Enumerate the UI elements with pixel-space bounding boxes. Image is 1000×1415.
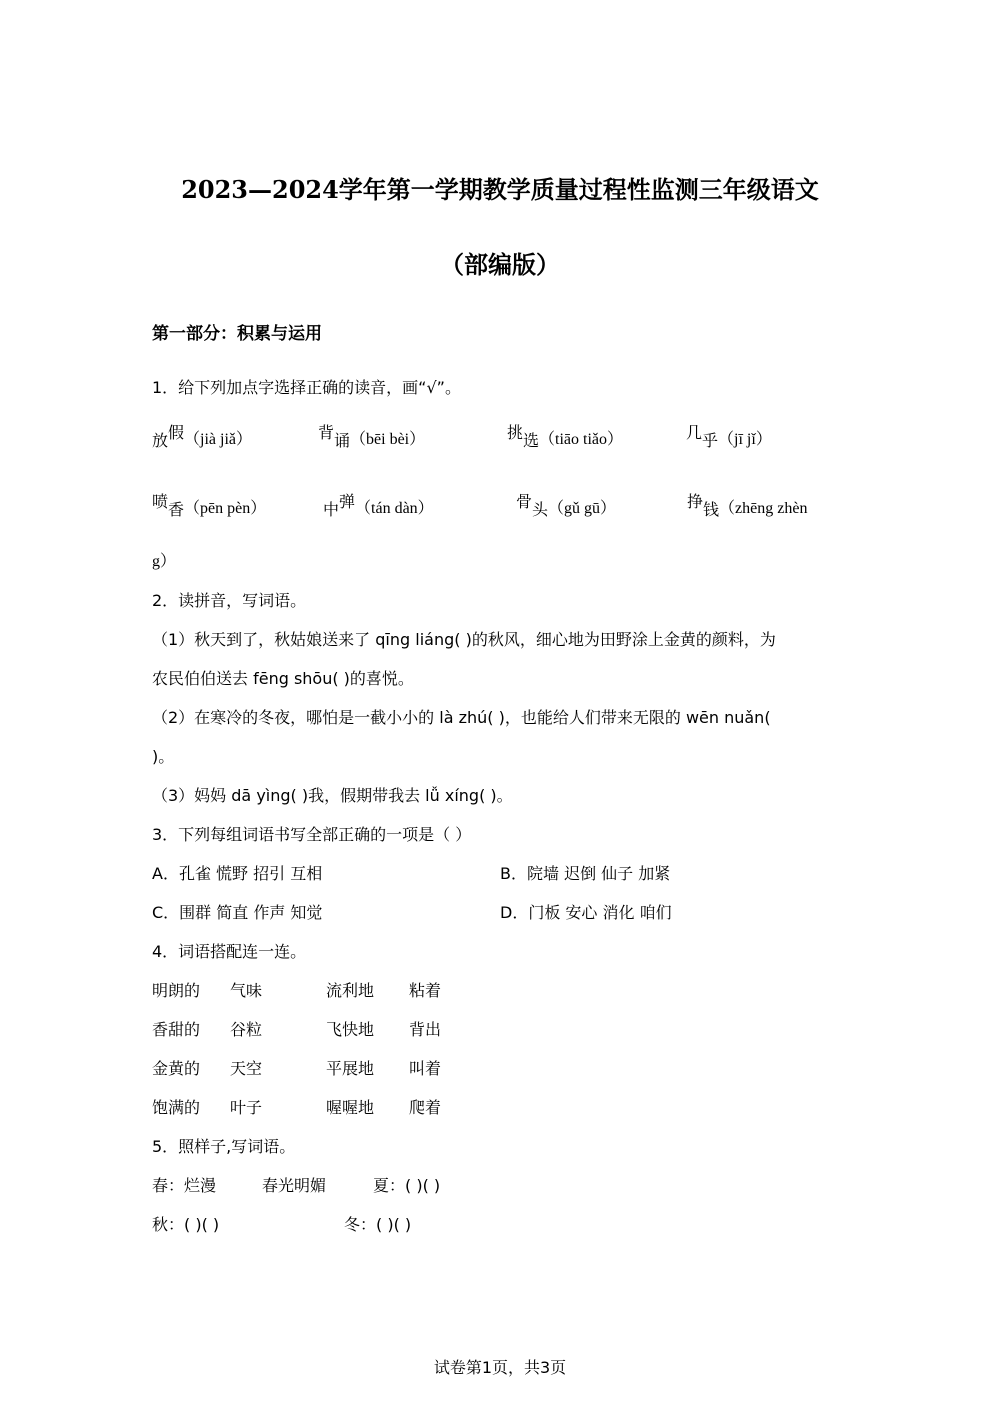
q2-line-3: （2）在寒冷的冬夜，哪怕是一截小小的 là zhú( )，也能给人们带来无限的 wēn nuǎn( xyxy=(152,708,771,727)
q1-item-1: 放假（jià jiǎ） xyxy=(152,423,253,450)
q1-item-7: 骨头（gǔ gū） xyxy=(516,492,617,519)
q1-item-5: 喷香（pēn pèn） xyxy=(152,492,267,519)
q4-word: 天空 xyxy=(230,1059,263,1078)
exam-subtitle: （部编版） xyxy=(440,250,560,279)
q4-word: 喔喔地 xyxy=(326,1098,375,1117)
part1-heading: 第一部分：积累与运用 xyxy=(152,324,322,344)
q3-prompt: 3．下列每组词语书写全部正确的一项是（ ） xyxy=(152,825,472,844)
q2-line-2: 农民伯伯送去 fēng shōu( )的喜悦。 xyxy=(152,669,414,688)
q5-spring-label: 春：烂漫 xyxy=(152,1176,217,1195)
q4-word: 叫着 xyxy=(409,1059,442,1078)
q4-word: 平展地 xyxy=(326,1059,375,1078)
q1-item-2: 背诵（bēi bèi） xyxy=(318,423,426,450)
q4-word: 叶子 xyxy=(230,1098,263,1117)
q5-summer: 夏：( )( ) xyxy=(373,1176,441,1195)
q1-prompt: 1．给下列加点字选择正确的读音，画“√”。 xyxy=(152,378,461,397)
q4-word: 饱满的 xyxy=(152,1098,201,1117)
q3-option-c: C．围群 简直 作声 知觉 xyxy=(152,903,323,922)
q4-word: 香甜的 xyxy=(152,1020,201,1039)
q1-item-8: 挣钱（zhēng zhèn xyxy=(687,492,808,519)
q4-word: 金黄的 xyxy=(152,1059,201,1078)
q1-item-4: 几乎（jī jǐ） xyxy=(686,423,772,450)
exam-title: 2023—2024学年第一学期教学质量过程性监测三年级语文 xyxy=(181,175,819,204)
q1-item-6: 中弹（tán dàn） xyxy=(323,492,434,519)
q4-word: 背出 xyxy=(409,1020,442,1039)
q3-option-b: B．院墙 迟倒 仙子 加紧 xyxy=(500,864,671,883)
q4-word: 流利地 xyxy=(326,981,375,1000)
q5-winter: 冬：( )( ) xyxy=(344,1215,412,1234)
q2-line-4: )。 xyxy=(152,747,175,766)
q4-word: 气味 xyxy=(230,981,263,1000)
page-footer: 试卷第1页，共3页 xyxy=(433,1358,567,1377)
q2-line-1: （1）秋天到了，秋姑娘送来了 qīng liáng( )的秋风，细心地为田野涂上金黄的颜料，为 xyxy=(152,630,776,649)
q4-word: 爬着 xyxy=(409,1098,442,1117)
q1-wrap: g） xyxy=(152,553,177,570)
q4-word: 明朗的 xyxy=(152,981,201,1000)
q3-option-a: A．孔雀 慌野 招引 互相 xyxy=(152,864,323,883)
q4-word: 飞快地 xyxy=(326,1020,375,1039)
q3-option-d: D．门板 安心 消化 咱们 xyxy=(500,903,672,922)
q4-prompt: 4．词语搭配连一连。 xyxy=(152,942,307,961)
q5-prompt: 5．照样子,写词语。 xyxy=(152,1137,296,1156)
q5-spring-word: 春光明媚 xyxy=(262,1176,327,1195)
q1-item-3: 挑选（tiāo tiǎo） xyxy=(507,423,624,450)
q2-prompt: 2．读拼音，写词语。 xyxy=(152,591,307,610)
q4-word: 谷粒 xyxy=(230,1020,263,1039)
q4-word: 粘着 xyxy=(409,981,442,1000)
q5-autumn: 秋：( )( ) xyxy=(152,1215,220,1234)
q2-line-5: （3）妈妈 dā yìng( )我，假期带我去 lǚ xíng( )。 xyxy=(152,786,513,805)
